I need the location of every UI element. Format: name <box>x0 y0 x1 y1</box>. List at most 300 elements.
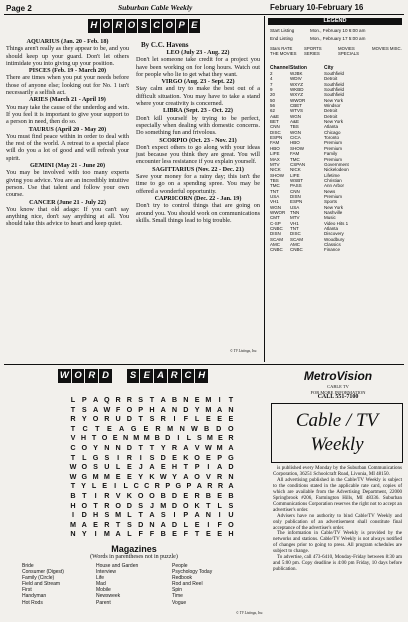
station-name: HBO <box>290 140 300 146</box>
station-name: WGN <box>290 113 301 119</box>
grid-letter: M <box>70 519 76 529</box>
channel-id: 2 <box>270 71 273 76</box>
grid-row <box>68 520 236 530</box>
horoscope-text: You may be involved with too many experts giving you advice. You are an incredibly intuitive person. Use that talent and follow your own course. <box>6 169 129 199</box>
station-name: ESPN <box>290 199 303 205</box>
word-list-title: Magazines <box>111 544 157 554</box>
grid-letter: T <box>138 414 143 424</box>
station-name: CICA <box>290 135 301 141</box>
publication-paragraph: is published every Monday by the Suburban Communications Corporation, 36251 Schoolcraft Road, Livonia, MI 48150. <box>273 466 402 477</box>
horoscope-text: Don't expect others to go along with your ideas just because you think they are great. You will encounter less resistance if you explain yourself. <box>136 143 260 166</box>
horoscope-text: You must find peace within in order to deal with the rest of the world. A retreat to a special place will do you a lot of good and will refresh your spirit. <box>6 132 129 162</box>
grid-letter: O <box>115 500 121 510</box>
channel-id: FAM <box>270 140 280 146</box>
horoscope-entry <box>136 166 260 195</box>
word-list-item: Mobile <box>96 587 111 594</box>
station-name: SHOW <box>290 145 304 151</box>
zodiac-sign: VIRGO (Aug. 23 - Sept. 22) <box>161 78 235 86</box>
channel-id: BET <box>270 119 279 125</box>
city-name: Nickelodeon <box>324 167 349 173</box>
grid-letter: I <box>72 510 74 520</box>
banner-letter: O <box>101 19 113 33</box>
grid-letter: A <box>92 395 99 404</box>
channel-col-header: Channel <box>270 65 290 71</box>
grid-letter: T <box>149 442 155 452</box>
grid-letter: E <box>107 423 112 433</box>
banner-letter: E <box>189 19 201 33</box>
grid-letter: L <box>123 481 128 491</box>
grid-row <box>68 424 236 434</box>
legend-category: MOVIES MISC. <box>372 46 402 51</box>
grid-letter: I <box>94 490 97 500</box>
grid-letter: S <box>196 433 202 443</box>
horoscope-text: Don't try to control things that are going on around you. You should work on communications skills. Small things lead to big trouble. <box>136 202 260 224</box>
station-name: TNT <box>290 225 299 231</box>
channel-id: MTV <box>270 161 280 167</box>
banner-letter: H <box>88 19 100 33</box>
grid-letter: E <box>112 433 118 443</box>
channel-id: 4 <box>270 76 273 82</box>
grid-letter: F <box>183 414 188 424</box>
grid-letter: E <box>205 452 211 462</box>
word-list-item: Newsweek <box>96 593 121 600</box>
grid-letter: B <box>160 490 166 500</box>
word-list-item: Spin <box>172 587 183 594</box>
grid-letter: M <box>216 442 223 452</box>
grid-letter: S <box>81 404 87 414</box>
grid-letter: F <box>138 529 143 539</box>
grid-letter: R <box>217 481 224 491</box>
channel-id: SCAM <box>270 236 284 242</box>
grid-letter: N <box>104 442 110 452</box>
legend-start-value: Mon., February 10 6:00 am <box>310 28 366 33</box>
city-name: Family <box>324 151 338 157</box>
logo-line-1: Cable / TV <box>295 410 379 431</box>
station-name: TNN <box>290 209 300 215</box>
grid-letter: R <box>160 414 166 424</box>
station-name: TMC <box>290 156 300 162</box>
grid-letter: T <box>138 510 143 520</box>
grid-letter: E <box>194 395 200 404</box>
grid-letter: A <box>92 404 99 414</box>
publication-paragraph: Advisers have no authority to bind Cable/TV Weekly and only publication of an advertisement shall constitute final acceptance of the advertiser's order. <box>273 513 402 531</box>
grid-letter: N <box>171 404 178 414</box>
publication-title: Suburban Cable Weekly <box>118 3 193 12</box>
word-list-item: Family (Circle) <box>22 575 55 582</box>
channel-id: 7 <box>270 81 273 87</box>
city-name: Lifetime <box>324 172 340 178</box>
word-search-banner <box>58 369 208 383</box>
city-name: Premium <box>324 145 343 151</box>
grid-letter: E <box>127 471 132 481</box>
grid-letter: P <box>138 404 144 414</box>
grid-letter: D <box>160 452 166 462</box>
grid-letter: M <box>103 471 110 481</box>
grid-letter: E <box>160 462 166 472</box>
grid-letter: W <box>204 442 212 452</box>
channel-id: DISC <box>270 129 281 135</box>
grid-letter: P <box>186 481 192 491</box>
channel-table <box>270 71 402 253</box>
city-name: Nashville <box>324 209 343 215</box>
grid-letter: D <box>228 462 234 472</box>
legend-title: LEGEND <box>268 18 402 25</box>
banner-letter <box>113 369 126 383</box>
station-name: WDIV <box>290 76 302 82</box>
grid-letter: T <box>206 500 211 510</box>
grid-letter: S <box>104 452 110 462</box>
grid-letter: Y <box>172 471 177 481</box>
word-list-column-2 <box>96 563 138 606</box>
channel-id: WWOR <box>270 209 286 215</box>
grid-row <box>68 472 236 482</box>
grid-letter: G <box>92 452 99 462</box>
grid-letter: S <box>228 500 234 510</box>
grid-letter: R <box>115 395 121 404</box>
grid-letter: U <box>115 414 121 424</box>
grid-letter: E <box>183 490 189 500</box>
station-name: WGN <box>290 129 301 135</box>
horoscope-entry <box>136 195 260 224</box>
city-name: Finance <box>324 247 341 253</box>
grid-letter: R <box>207 481 213 491</box>
grid-letter: V <box>115 490 121 500</box>
city-name: Woodbury <box>324 236 345 242</box>
channel-id: TMC <box>270 183 280 189</box>
grid-letter: T <box>228 395 234 404</box>
channel-id: LIFE <box>270 151 280 157</box>
station-name: WJBK <box>290 71 303 76</box>
zodiac-sign: LEO (July 23 - Aug. 22) <box>166 49 230 56</box>
grid-letter: O <box>101 433 108 443</box>
city-name: Detroit <box>324 76 338 82</box>
grid-letter: L <box>127 529 132 539</box>
station-name: SCAM <box>290 236 304 242</box>
grid-letter: A <box>160 395 166 404</box>
grid-letter: I <box>114 481 117 491</box>
grid-letter: T <box>194 529 200 539</box>
grid-letter: L <box>91 481 97 491</box>
station-name: WWOR <box>290 97 306 103</box>
grid-letter: A <box>115 529 121 539</box>
grid-letter: H <box>149 404 155 414</box>
banner-letter: H <box>195 369 208 383</box>
station-name: CNN <box>290 188 300 194</box>
station-name: FAM <box>290 151 300 157</box>
grid-letter: A <box>228 481 234 491</box>
grid-letter: N <box>70 529 76 539</box>
city-name: Premium <box>324 156 343 162</box>
city-name: News <box>324 188 336 194</box>
zodiac-sign: AQUARIUS (Jan. 20 - Feb. 18) <box>26 38 109 45</box>
grid-letter: O <box>81 462 88 472</box>
station-name: DISC <box>290 231 301 237</box>
grid-letter: I <box>173 414 176 424</box>
horoscope-credit: © TV Listings, Inc. <box>230 349 258 353</box>
word-list-item: Field and Stream <box>22 581 61 588</box>
city-name: New York <box>324 204 344 210</box>
grid-letter: L <box>194 414 200 424</box>
metrovision-more-info: FOR MORE INFORMATION <box>310 389 366 395</box>
zodiac-sign: LIBRA (Sept. 23 - Oct. 22) <box>163 107 233 115</box>
city-name: Music <box>324 215 336 221</box>
grid-row <box>68 529 236 539</box>
zodiac-sign: TAURUS (April 20 - May 20) <box>28 125 107 133</box>
grid-letter: F <box>183 529 188 539</box>
horoscope-entry <box>136 78 260 107</box>
horoscope-entry <box>6 162 129 198</box>
grid-letter: H <box>228 529 234 539</box>
grid-letter: J <box>149 500 154 510</box>
grid-letter: O <box>149 490 155 500</box>
grid-letter: M <box>167 423 174 433</box>
word-list-note: (Words in parentheses not in puzzle) <box>90 554 178 560</box>
grid-letter: M <box>143 433 150 443</box>
word-list-item: First <box>22 587 32 594</box>
station-col-header: Station <box>290 65 307 71</box>
grid-letter: R <box>228 433 234 443</box>
grid-letter: A <box>217 462 223 472</box>
word-list-item: Handyman <box>22 593 47 600</box>
grid-letter: B <box>228 490 234 500</box>
word-list-item: Parent <box>96 599 111 606</box>
banner-letter: O <box>72 369 85 383</box>
legend-start-label: Start Listing <box>270 28 295 33</box>
grid-letter: A <box>160 519 166 529</box>
word-list-column-1 <box>22 563 64 606</box>
grid-letter: M <box>115 510 122 520</box>
grid-letter: E <box>217 529 223 539</box>
grid-letter: E <box>127 462 132 472</box>
word-list-column-3 <box>172 563 212 606</box>
grid-letter: E <box>143 423 149 433</box>
horoscope-entry <box>136 49 260 78</box>
banner-letter: C <box>182 369 195 383</box>
station-name: MTV <box>290 215 300 221</box>
grid-letter: D <box>126 442 132 452</box>
grid-letter: R <box>155 423 161 433</box>
grid-letter: O <box>194 452 200 462</box>
channel-id: HBO <box>270 145 280 151</box>
grid-letter: A <box>149 462 155 472</box>
grid-letter: F <box>115 404 121 414</box>
grid-letter: N <box>228 404 234 414</box>
grid-letter: Y <box>194 404 200 414</box>
banner-letter: O <box>163 19 175 33</box>
grid-letter: G <box>175 481 182 491</box>
word-list-item: Consumer (Digest) <box>22 569 64 576</box>
banner-letter: P <box>176 19 188 33</box>
grid-row <box>68 491 236 501</box>
grid-letter: P <box>165 481 171 491</box>
zodiac-sign: SAGITTARIUS (Nov. 22 - Dec. 21) <box>152 165 244 173</box>
horoscope-text: Save your money for a rainy day; this isn't the time to go on a spending spree. You may be offered a wonderful opportunity. <box>136 173 260 195</box>
grid-letter: A <box>217 404 223 414</box>
section-rule <box>4 364 404 365</box>
city-name: Windsor <box>324 103 341 109</box>
grid-letter: C <box>144 481 150 491</box>
grid-letter: D <box>171 500 178 510</box>
legend-end <box>270 36 365 41</box>
grid-letter: L <box>115 462 121 472</box>
grid-letter: T <box>70 481 76 491</box>
station-name: CBET <box>290 103 303 109</box>
grid-letter: S <box>127 519 132 529</box>
station-name: LIFE <box>290 172 300 178</box>
grid-letter: W <box>159 471 167 481</box>
channel-id: NICK <box>270 167 281 173</box>
page-number: Page 2 <box>6 4 32 13</box>
grid-letter: L <box>217 500 222 510</box>
zodiac-sign: GEMINI (May 21 - June 20) <box>29 162 106 170</box>
grid-letter: T <box>70 404 76 414</box>
zodiac-sign: CAPRICORN (Dec. 22 - Jan. 19) <box>154 194 242 202</box>
grid-letter: S <box>149 414 155 424</box>
grid-letter: D <box>216 423 222 433</box>
grid-letter: L <box>82 452 87 462</box>
grid-letter: K <box>149 471 155 481</box>
station-name: NICK <box>290 167 301 173</box>
horoscope-text: Don't kill yourself by trying to be perfect, especially when dealing with domestic concerns. Do something fun and frivolous. <box>136 114 260 137</box>
word-list-item: Life <box>96 575 105 582</box>
city-name: Government <box>324 161 349 167</box>
city-name: Atlanta <box>324 124 339 130</box>
grid-letter: S <box>104 510 110 520</box>
grid-row <box>68 481 236 491</box>
word-list-item: Interview <box>96 569 117 576</box>
legend-categories <box>270 47 402 57</box>
legend-start <box>270 28 365 33</box>
zodiac-sign: SCORPIO (Oct. 23 - Nov. 21) <box>159 136 237 144</box>
station-name: WKBD <box>290 87 304 93</box>
grid-letter: G <box>81 471 88 481</box>
grid-letter: O <box>81 500 88 510</box>
grid-letter: I <box>173 510 176 520</box>
city-name: Christian <box>324 177 342 183</box>
horoscope-entry <box>6 126 129 162</box>
horoscope-text: Stay calm and try to make the best out of a difficult situation. You may have to take a stand where your creativity is concerned. <box>136 85 260 108</box>
city-name: Toronto <box>324 135 340 141</box>
grid-letter: T <box>70 452 76 462</box>
word-list-item: Time <box>172 593 183 600</box>
zodiac-sign: CANCER (June 21 - July 22) <box>29 198 106 206</box>
metrovision-logo: MetroVision <box>303 369 373 383</box>
city-name: Premium <box>324 140 343 146</box>
grid-letter: O <box>137 490 144 500</box>
banner-letter: O <box>126 19 138 33</box>
grid-letter: V <box>194 442 200 452</box>
grid-letter: T <box>115 519 121 529</box>
grid-row <box>68 501 236 511</box>
grid-letter: W <box>69 471 77 481</box>
station-name: WSBT <box>290 177 303 183</box>
horoscope-entry <box>6 96 129 125</box>
grid-letter: O <box>92 414 99 424</box>
channel-id: SHOW <box>270 172 284 178</box>
grid-letter: B <box>160 529 166 539</box>
publication-paragraph: The information in Cable/TV Weekly is provided by the networks and stations. Cable/TV Weekly is not always notified of changes prior to going to press. All program schedules are subject to change. <box>273 531 402 555</box>
station-name: AMC <box>290 242 300 247</box>
grid-letter: O <box>126 404 133 414</box>
grid-letter: S <box>93 462 98 472</box>
station-name: USA <box>290 204 300 210</box>
word-list-item: Hot Rods <box>22 599 43 606</box>
grid-letter: A <box>160 404 166 414</box>
city-name: Sports <box>324 199 338 205</box>
grid-letter: F <box>217 519 222 529</box>
grid-letter: Y <box>138 471 144 481</box>
grid-letter: M <box>160 500 167 510</box>
city-name: Ann Arbor <box>324 183 345 189</box>
horoscope-entry <box>136 137 260 166</box>
grid-letter: T <box>93 500 98 510</box>
grid-letter: W <box>69 462 77 472</box>
grid-letter: S <box>149 452 155 462</box>
grid-letter: E <box>194 519 200 529</box>
legend-category: MOVIES SPECIALS <box>338 46 360 56</box>
grid-letter: D <box>165 433 171 443</box>
legend-category: SPORTS SERIES <box>304 46 322 56</box>
word-list-item: Bride <box>22 563 34 569</box>
grid-letter: Q <box>104 395 110 404</box>
grid-letter: D <box>183 404 189 414</box>
grid-letter: N <box>183 395 189 404</box>
banner-letter: R <box>113 19 125 33</box>
grid-letter: R <box>104 414 110 424</box>
city-name: Chicago <box>324 129 341 135</box>
grid-letter: Y <box>93 442 98 452</box>
grid-letter: U <box>228 510 234 520</box>
city-name: New York <box>324 119 344 125</box>
grid-row <box>68 510 236 520</box>
grid-letter: B <box>203 423 210 433</box>
grid-letter: I <box>177 433 180 443</box>
channel-id: VH1 <box>270 199 279 205</box>
grid-letter: B <box>70 490 76 500</box>
banner-letter: W <box>59 370 69 381</box>
grid-letter: M <box>92 471 99 481</box>
grid-letter: D <box>126 500 132 510</box>
grid-letter: H <box>171 462 178 472</box>
banner-letter: E <box>140 369 153 383</box>
horoscope-banner <box>88 19 200 33</box>
grid-letter: K <box>183 452 189 462</box>
grid-letter: K <box>126 490 132 500</box>
word-list-item: Rod and Reel <box>172 581 203 588</box>
banner-letter: C <box>151 19 163 33</box>
horoscope-byline: By C.C. Havens <box>141 41 189 49</box>
banner-letter: S <box>138 19 150 33</box>
grid-letter: T <box>95 423 100 433</box>
grid-letter: N <box>149 519 155 529</box>
horoscope-entry <box>6 199 129 228</box>
channel-id: 9 <box>270 87 273 93</box>
publication-paragraph: To advertise, call 473-6410, Monday-Friday between 8:30 am and 5:00 pm. Copy deadline is 4:00 pm Friday, 10 days before publication. <box>273 555 402 573</box>
grid-letter: R <box>217 471 223 481</box>
grid-letter: E <box>205 414 211 424</box>
grid-letter: O <box>228 519 234 529</box>
city-name: Southfield <box>324 92 345 98</box>
grid-letter: O <box>81 442 88 452</box>
grid-letter: P <box>183 510 189 520</box>
grid-letter: E <box>217 414 223 424</box>
grid-letter: N <box>228 471 234 481</box>
header-rule <box>4 14 404 15</box>
grid-letter: T <box>91 433 97 443</box>
station-name: WXYZ <box>290 81 303 87</box>
grid-letter: S <box>138 395 144 404</box>
grid-letter: W <box>191 423 198 433</box>
